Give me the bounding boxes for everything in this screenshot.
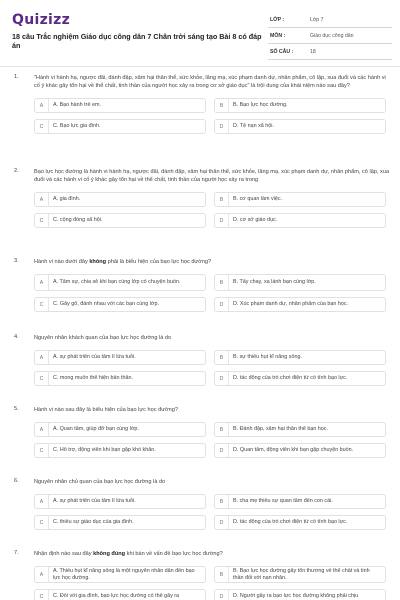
meta-label: MÔN : (270, 32, 286, 39)
meta-value: Giáo dục công dân (310, 32, 354, 39)
question-number: 4. (14, 334, 19, 340)
answer-options (34, 422, 390, 458)
option-letter: C (35, 298, 49, 311)
option-letter: D (215, 120, 229, 133)
question-text: Hành vi nào sau đây là biểu hiện của bạo lực học đường? (34, 407, 178, 413)
answer-option-a[interactable] (34, 422, 206, 437)
option-text: D. tác động của trò chơi điện tử có tính bạo lực. (233, 519, 348, 525)
option-letter: C (35, 444, 49, 457)
answer-option-d[interactable] (214, 371, 386, 386)
question-text: Nguyên nhân chủ quan của bạo lực học đường là do (34, 479, 166, 485)
question-4 (0, 334, 400, 394)
answer-option-c[interactable] (34, 119, 206, 134)
question-7 (0, 550, 400, 600)
answer-option-c[interactable] (34, 443, 206, 458)
question-1 (0, 74, 400, 154)
option-text: D. Người gây ra bạo lực học đường không phải chịu (233, 593, 359, 599)
answer-options (34, 494, 390, 530)
answer-option-b[interactable] (214, 274, 386, 291)
answer-option-a[interactable] (34, 350, 206, 365)
answer-option-b[interactable] (214, 422, 386, 437)
answer-options (34, 274, 390, 312)
question-text: Bạo lực học đường là hành vi hành hạ, ngược đãi, đánh đập, xâm hại thân thể, sức khỏe, lăng mạ, xúc phạm danh dự, nhân phẩm, cô lập, xua đuổi và các hành vi cố ý khác gây tổn hại về thể chất, tinh thần của người học xảy ra trong (34, 169, 390, 183)
option-letter: B (215, 275, 229, 290)
question-number: 3. (14, 258, 19, 264)
option-text: C. mong muốn thể hiện bản thân. (53, 375, 134, 381)
option-letter: D (215, 516, 229, 529)
question-5 (0, 406, 400, 466)
option-letter: C (35, 516, 49, 529)
worksheet-meta (268, 12, 392, 60)
option-text: B. Tẩy chay, xa lánh bạn cùng lớp. (233, 279, 316, 285)
question-number: 5. (14, 406, 19, 412)
option-letter: C (35, 120, 49, 133)
option-text: C. thiếu sự giáo dục của gia đình. (53, 519, 134, 525)
option-letter: B (215, 423, 229, 436)
meta-value: 18 (310, 48, 316, 55)
option-letter: A (35, 193, 49, 206)
option-letter: D (215, 214, 229, 227)
quizizz-logo[interactable]: Quizizz (12, 12, 71, 28)
answer-option-b[interactable] (214, 494, 386, 509)
option-letter: A (35, 351, 49, 364)
option-text: D. Tệ nạn xã hội. (233, 123, 274, 129)
answer-option-d[interactable] (214, 443, 386, 458)
answer-option-b[interactable] (214, 98, 386, 113)
question-text: Nguyên nhân khách quan của bạo lực học đường là do (34, 335, 172, 341)
answer-option-d[interactable] (214, 589, 386, 600)
option-text: A. Quan tâm, giúp đỡ bạn cùng lớp. (53, 426, 139, 432)
option-text: A. sự phát triển của tâm lí lứa tuổi. (53, 354, 136, 360)
option-text: C. Đối với gia đình, bạo lực học đường có thể gây ra (53, 593, 180, 599)
answer-option-a[interactable] (34, 566, 206, 583)
answer-option-c[interactable] (34, 213, 206, 228)
option-text: C. Bạo lực gia đình. (53, 123, 101, 129)
option-text: B. sự thiếu hụt kĩ năng sống. (233, 354, 302, 360)
answer-option-b[interactable] (214, 192, 386, 207)
option-letter: D (215, 444, 229, 457)
question-text (34, 550, 390, 558)
answer-option-a[interactable] (34, 274, 206, 291)
option-letter: C (35, 590, 49, 600)
question-emphasis: không đúng (93, 551, 126, 557)
option-text: D. cơ sở giáo dục. (233, 217, 278, 223)
question-number: 7. (14, 550, 19, 556)
question-text (34, 258, 390, 266)
answer-options (34, 566, 390, 600)
worksheet-title: 18 câu Trắc nghiệm Giáo dục công dân 7 Chân trời sáng tạo Bài 8 có đáp án (12, 32, 262, 50)
option-text: C. Hỗ trợ, động viên khi bạn gặp khó khăn. (53, 447, 156, 453)
question-text-part: phải là biểu hiện của bạo lực học đường? (106, 259, 212, 265)
answer-option-c[interactable] (34, 297, 206, 312)
option-letter: D (215, 590, 229, 600)
answer-option-a[interactable] (34, 192, 206, 207)
option-text: A. Thiếu hụt kĩ năng sống là một nguyên nhân dẫn đến bạo lực học đường. (53, 567, 195, 581)
option-text: A. Bạo hành trẻ em. (53, 102, 101, 108)
question-text-part: khi bàn về vấn đề bạo lực học đường? (125, 551, 223, 557)
option-letter: D (215, 298, 229, 311)
answer-option-a[interactable] (34, 494, 206, 509)
question-number: 2. (14, 168, 19, 174)
option-text: B. cơ quan làm việc. (233, 196, 283, 202)
answer-option-b[interactable] (214, 350, 386, 365)
option-letter: B (215, 99, 229, 112)
question-3 (0, 258, 400, 324)
question-2 (0, 168, 400, 256)
answer-option-d[interactable] (214, 515, 386, 530)
meta-row-grade (268, 12, 392, 28)
option-text: B. Bạo lực học đường gây tổn thương về thể chất và tinh thần đối với nạn nhân. (233, 567, 370, 581)
option-letter: A (35, 495, 49, 508)
answer-options (34, 192, 390, 228)
answer-option-b[interactable] (214, 566, 386, 583)
question-text: "Hành vi hành hạ, ngược đãi, đánh đập, xâm hại thân thể, sức khỏe, lăng mạ, xúc phạm danh dự, nhân phẩm, cô lập, xua đuổi và các hành vi cố ý khác gây tổn hại về thể chất, tinh thần của người học xảy ra trong cơ sở giáo dục" là trội dung của khái niệm nào sau đây? (34, 75, 386, 89)
answer-option-c[interactable] (34, 371, 206, 386)
option-letter: A (35, 423, 49, 436)
question-emphasis: không (89, 259, 107, 265)
question-text-part: Nhận định nào sau đây (34, 551, 94, 557)
option-text: A. Tâm sự, chia sẻ khi bạn cùng lớp có chuyện buồn. (53, 279, 181, 285)
option-letter: C (35, 214, 49, 227)
meta-value: Lớp 7 (310, 16, 324, 23)
option-letter: B (215, 193, 229, 206)
question-number: 1. (14, 74, 19, 80)
meta-row-count (268, 44, 392, 60)
header-divider (0, 66, 400, 67)
option-letter: B (215, 351, 229, 364)
option-letter: A (35, 99, 49, 112)
option-text: B. Đánh đập, xâm hại thân thể bạn học. (233, 426, 328, 432)
answer-option-d[interactable] (214, 297, 386, 312)
answer-option-d[interactable] (214, 213, 386, 228)
question-text-part: Hành vi nào dưới đây (34, 259, 90, 265)
option-letter: B (215, 495, 229, 508)
meta-label: LỚP : (270, 16, 285, 23)
meta-row-subject (268, 28, 392, 44)
option-text: A. sự phát triển của tâm lí lứa tuổi. (53, 498, 136, 504)
worksheet-header (0, 0, 400, 62)
option-letter: A (35, 275, 49, 290)
answer-option-c[interactable] (34, 589, 206, 600)
question-number: 6. (14, 478, 19, 484)
option-letter: D (215, 372, 229, 385)
meta-label: SỐ CÂU : (270, 48, 294, 55)
option-letter: A (35, 567, 49, 582)
answer-options (34, 98, 390, 134)
option-text: B. Bạo lực học đường. (233, 102, 288, 108)
answer-option-d[interactable] (214, 119, 386, 134)
option-text: D. Xúc phạm danh dự, nhân phẩm của bạn học. (233, 301, 349, 307)
option-text: C. cộng đồng xã hội. (53, 217, 103, 223)
question-6 (0, 478, 400, 538)
option-letter: C (35, 372, 49, 385)
option-text: B. cha mẹ thiếu sự quan tâm đến con cái. (233, 498, 333, 504)
option-text: D. Quan tâm, động viên khi bạn gặp chuyện buồn. (233, 447, 354, 453)
option-letter: B (215, 567, 229, 582)
option-text: A. gia đình. (53, 196, 81, 202)
option-text: C. Gây gổ, đánh nhau với các bạn cùng lớp. (53, 301, 159, 307)
option-text: D. tác động của trò chơi điện tử có tính bạo lực. (233, 375, 348, 381)
answer-options (34, 350, 390, 386)
question-list (0, 74, 400, 600)
answer-option-c[interactable] (34, 515, 206, 530)
answer-option-a[interactable] (34, 98, 206, 113)
